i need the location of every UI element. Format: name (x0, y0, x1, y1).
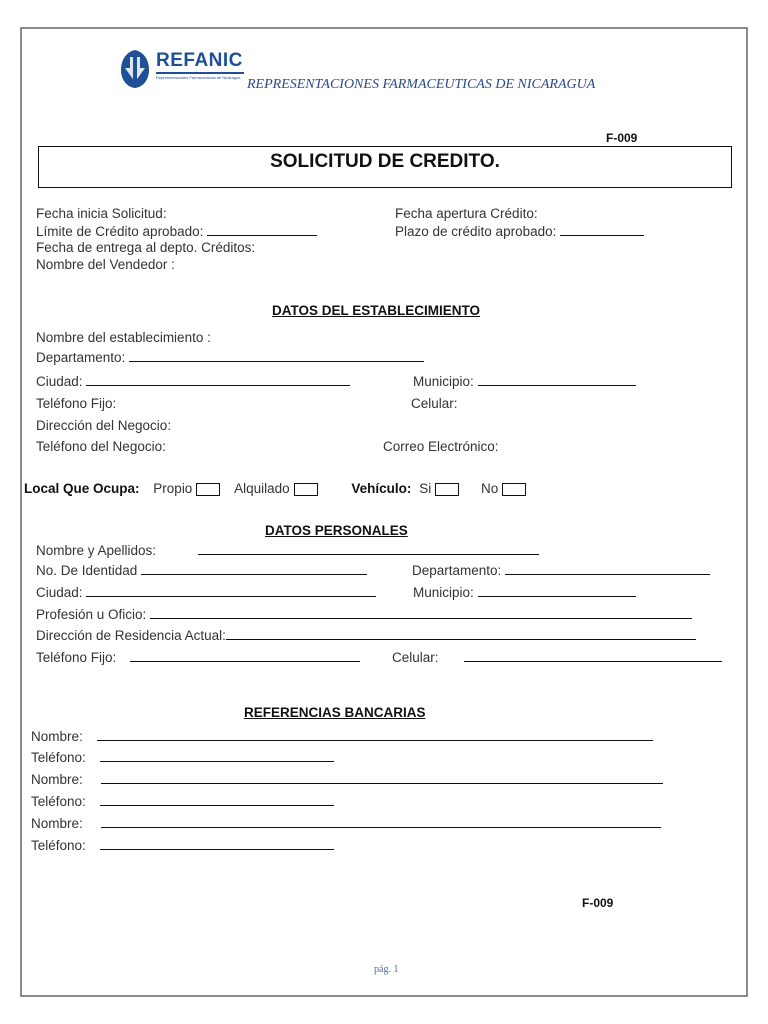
direccion-negocio-label: Dirección del Negocio: (36, 418, 172, 433)
vehiculo-no-checkbox[interactable] (502, 483, 526, 496)
form-code-top: F-009 (606, 131, 638, 145)
profesion-label: Profesión u Oficio: (36, 607, 147, 622)
personales-celular-label: Celular: (392, 650, 439, 665)
personales-ciudad-label: Ciudad: (36, 585, 83, 600)
vehiculo-label: Vehículo: (351, 481, 412, 496)
establecimiento-heading: DATOS DEL ESTABLECIMIENTO (272, 303, 481, 318)
establecimiento-celular-label: Celular: (411, 396, 458, 411)
alquilado-checkbox[interactable] (294, 483, 318, 496)
propio-label: Propio (153, 481, 193, 496)
nombre-vendedor-label: Nombre del Vendedor : (36, 257, 175, 272)
ref3-nombre-label: Nombre: (31, 816, 83, 831)
form-title: SOLICITUD DE CREDITO. (270, 151, 500, 172)
plazo-credito-label: Plazo de crédito aprobado: (395, 224, 557, 239)
limite-credito-field[interactable] (207, 223, 317, 236)
personales-departamento-label: Departamento: (412, 563, 502, 578)
personales-ciudad-field[interactable] (86, 584, 376, 597)
establecimiento-telefono-fijo-label: Teléfono Fijo: (36, 396, 117, 411)
establecimiento-municipio-label: Municipio: (413, 374, 474, 389)
logo-subtext: Representaciones Farmaceuticas de Nicaragua (156, 75, 241, 80)
bancarias-heading: REFERENCIAS BANCARIAS (244, 705, 426, 720)
alquilado-label: Alquilado (234, 481, 290, 496)
vehiculo-si-label: Si (419, 481, 432, 496)
personales-nombre-label: Nombre y Apellidos: (36, 543, 157, 558)
local-ocupa-label: Local Que Ocupa: (24, 481, 140, 496)
ref1-nombre-label: Nombre: (31, 729, 83, 744)
refanic-logo-icon (118, 48, 152, 90)
form-page (20, 27, 748, 997)
vehiculo-no-label: No (480, 481, 499, 496)
telefono-negocio-label: Teléfono del Negocio: (36, 439, 166, 454)
personales-telefono-fijo-label: Teléfono Fijo: (36, 650, 117, 665)
company-name: REPRESENTACIONES FARMACEUTICAS DE NICARAGUA (247, 77, 596, 92)
ref1-nombre-field[interactable] (97, 728, 653, 741)
identidad-label: No. De Identidad (36, 563, 138, 578)
ref2-nombre-label: Nombre: (31, 772, 83, 787)
ref3-telefono-label: Teléfono: (31, 838, 86, 853)
personales-celular-field[interactable] (464, 649, 722, 662)
identidad-field[interactable] (141, 562, 367, 575)
residencia-label: Dirección de Residencia Actual: (36, 628, 226, 643)
fecha-entrega-label: Fecha de entrega al depto. Créditos: (36, 240, 256, 255)
establecimiento-ciudad-field[interactable] (86, 373, 350, 386)
establecimiento-nombre-label: Nombre del establecimiento : (36, 330, 211, 345)
personales-departamento-field[interactable] (505, 562, 710, 575)
vehiculo-si-checkbox[interactable] (435, 483, 459, 496)
residencia-field[interactable] (226, 627, 696, 640)
title-box (38, 146, 732, 188)
ref1-telefono-label: Teléfono: (31, 750, 86, 765)
personales-municipio-label: Municipio: (413, 585, 474, 600)
logo-underline (156, 72, 244, 74)
establecimiento-municipio-field[interactable] (478, 373, 636, 386)
correo-label: Correo Electrónico: (383, 439, 499, 454)
fecha-inicia-label: Fecha inicia Solicitud: (36, 206, 167, 221)
ref3-telefono-field[interactable] (100, 837, 334, 850)
ref2-telefono-label: Teléfono: (31, 794, 86, 809)
page-number: pág. 1 (374, 964, 399, 975)
ref1-telefono-field[interactable] (100, 749, 334, 762)
fecha-apertura-label: Fecha apertura Crédito: (395, 206, 538, 221)
plazo-credito-field[interactable] (560, 223, 644, 236)
propio-checkbox[interactable] (196, 483, 220, 496)
limite-credito-label: Límite de Crédito aprobado: (36, 224, 204, 239)
personales-municipio-field[interactable] (478, 584, 636, 597)
logo-text: REFANIC (156, 50, 243, 71)
form-code-bottom: F-009 (582, 896, 614, 910)
ref3-nombre-field[interactable] (101, 815, 661, 828)
ref2-nombre-field[interactable] (101, 771, 663, 784)
personales-telefono-fijo-field[interactable] (130, 649, 360, 662)
personales-heading: DATOS PERSONALES (265, 523, 408, 538)
establecimiento-departamento-label: Departamento: (36, 350, 126, 365)
establecimiento-departamento-field[interactable] (129, 349, 424, 362)
establecimiento-ciudad-label: Ciudad: (36, 374, 83, 389)
profesion-field[interactable] (150, 606, 692, 619)
personales-nombre-field[interactable] (198, 542, 539, 555)
ref2-telefono-field[interactable] (100, 793, 334, 806)
